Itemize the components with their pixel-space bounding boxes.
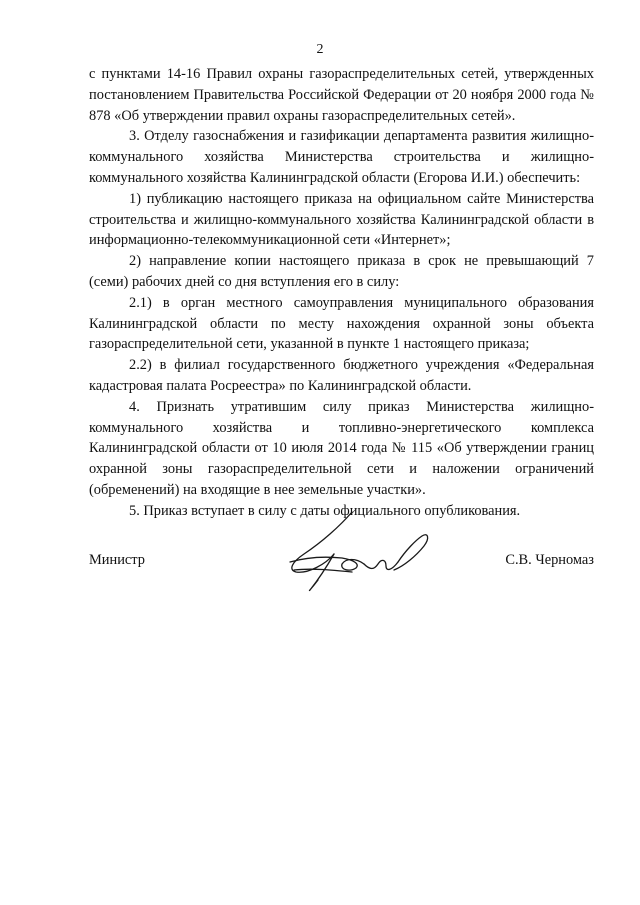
paragraph-item-4: 4. Признать утратившим силу приказ Министерства жилищно-коммунального хозяйства и топливно-энергетического комплекса Калининградской области от 10 июля 2014 года № 115 «Об утверждении границ охранной зоны газораспределительной сети и наложении ограничений (обременений) на входящие в нее земельные участки». xyxy=(89,398,594,498)
paragraph-item-2-1: 2.1) в орган местного самоуправления муниципального образования Калининградской области по месту нахождения охранной зоны объекта газораспределительной сети, указанной в пункте 1 настоящего приказа; xyxy=(89,294,594,353)
document-body xyxy=(89,64,594,522)
signer-role: Министр xyxy=(89,552,145,568)
handwritten-signature xyxy=(282,508,442,594)
paragraph-item-3: 3. Отделу газоснабжения и газификации департамента развития жилищно-коммунального хозяйства Министерства строительства и жилищно-коммунального хозяйства Калининградской области (Егорова И.И.) обеспечить: xyxy=(89,128,594,186)
paragraph-item-2-2: 2.2) в филиал государственного бюджетного учреждения «Федеральная кадастровая палата Росреестра» по Калининградской области. xyxy=(89,357,594,394)
paragraph-item-3-2: 2) направление копии настоящего приказа в срок не превышающий 7 (семи) рабочих дней со дня вступления его в силу: xyxy=(89,253,594,290)
paragraph-continuation: с пунктами 14-16 Правил охраны газораспределительных сетей, утвержденных постановлением Правительства Российской Федерации от 20 ноября 2000 года № 878 «Об утверждении правил охраны газораспределительных сетей». xyxy=(89,66,594,124)
signer-name: С.В. Черномаз xyxy=(505,552,594,568)
paragraph-item-5: 5. Приказ вступает в силу с даты официального опубликования. xyxy=(129,502,521,519)
page-number: 2 xyxy=(316,42,324,57)
paragraph-item-3-1: 1) публикацию настоящего приказа на официальном сайте Министерства строительства и жилищно-коммунального хозяйства Калининградской области в информационно-телекоммуникационной сети «Интернет»; xyxy=(89,190,594,249)
